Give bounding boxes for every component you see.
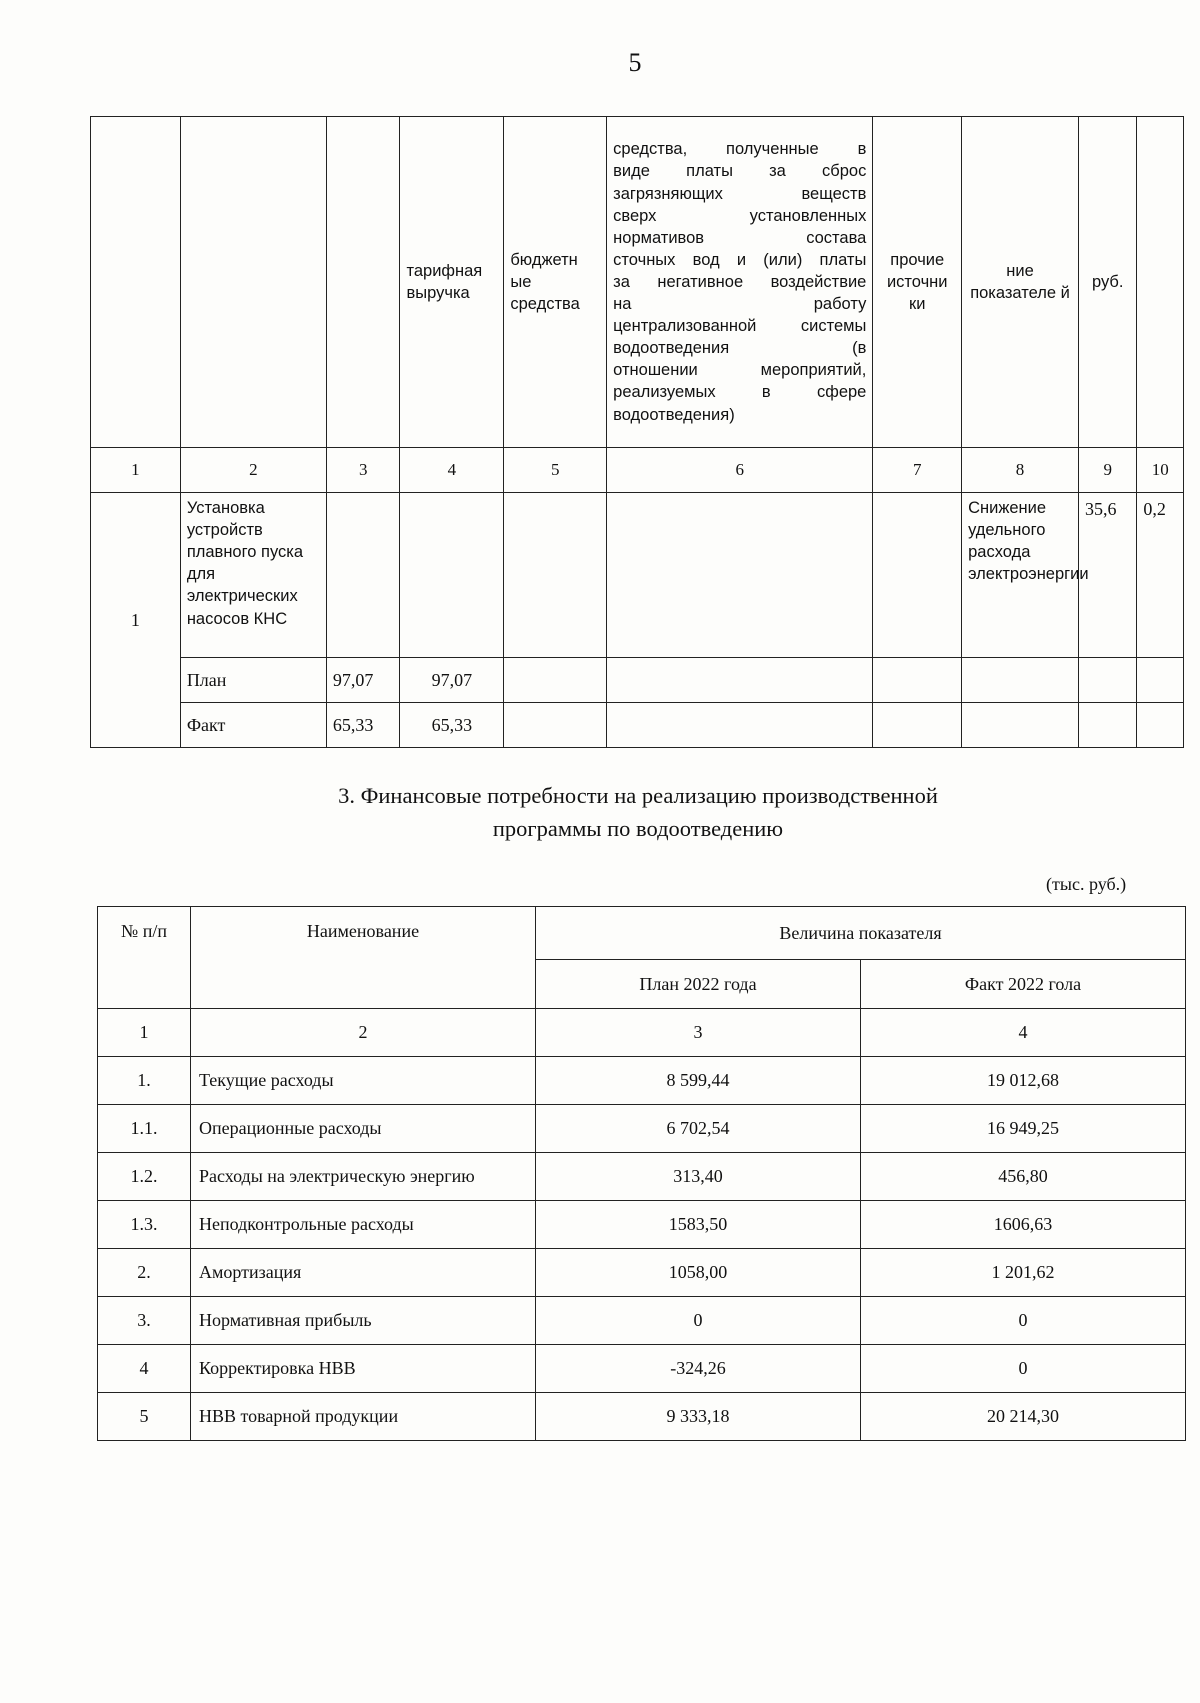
column-number: 2 [191, 1009, 536, 1057]
column-number: 7 [873, 448, 962, 493]
empty-cell [504, 658, 607, 703]
row-name: Текущие расходы [191, 1057, 536, 1105]
row-number: 2. [98, 1249, 191, 1297]
header-plan: План 2022 года [536, 960, 861, 1009]
fact-value: 16 949,25 [861, 1105, 1186, 1153]
row-number: 1. [98, 1057, 191, 1105]
section-title-line: 3. Финансовые потребности на реализацию производственной [338, 783, 938, 808]
measure-name: Установка устройств плавного пуска для электрических насосов КНС [180, 493, 326, 658]
column-number: 1 [98, 1009, 191, 1057]
header-tariff-revenue: тарифная выручка [400, 117, 504, 448]
column-number: 3 [326, 448, 400, 493]
column-number: 5 [504, 448, 607, 493]
row-number: 3. [98, 1297, 191, 1345]
empty-cell [607, 493, 873, 658]
column-number: 9 [1078, 448, 1136, 493]
fact-total: 65,33 [326, 703, 400, 748]
header-line: централизованной системы [613, 317, 867, 336]
header-indicator-name: ние показателе й [962, 117, 1079, 448]
header-line: водоотведения) [613, 405, 735, 424]
table-row [91, 658, 1184, 703]
table-row [98, 1297, 1186, 1345]
plan-value: 8 599,44 [536, 1057, 861, 1105]
header-value: Величина показателя [536, 907, 1186, 960]
plan-value: 0 [536, 1297, 861, 1345]
header-line: нормативов состава [613, 228, 867, 247]
plan-value: -324,26 [536, 1345, 861, 1393]
row-number: 1.1. [98, 1105, 191, 1153]
header-line: загрязняющих веществ [613, 184, 867, 203]
row-name: Амортизация [191, 1249, 536, 1297]
column-number: 2 [180, 448, 326, 493]
empty-cell [326, 493, 400, 658]
row-name: Расходы на электрическую энергию [191, 1153, 536, 1201]
indicator-value-9: 35,6 [1078, 493, 1136, 658]
empty-cell [504, 493, 607, 658]
row-number: 1.2. [98, 1153, 191, 1201]
table-header-row [91, 117, 1184, 448]
empty-cell [962, 703, 1079, 748]
table-row [98, 1345, 1186, 1393]
page-number: 5 [628, 48, 642, 77]
fact-value: 20 214,30 [861, 1393, 1186, 1441]
column-number: 1 [91, 448, 181, 493]
column-number-row [98, 1009, 1186, 1057]
plan-value: 313,40 [536, 1153, 861, 1201]
empty-cell [400, 493, 504, 658]
table-row [98, 1393, 1186, 1441]
header-fact: Факт 2022 гола [861, 960, 1186, 1009]
plan-label: План [180, 658, 326, 703]
empty-cell [607, 658, 873, 703]
financial-needs-table [97, 906, 1186, 1441]
empty-cell [873, 658, 962, 703]
row-name: Неподконтрольные расходы [191, 1201, 536, 1249]
header-line: средства, полученные в [613, 140, 867, 159]
table-row [98, 1057, 1186, 1105]
header-num: № п/п [98, 907, 191, 1009]
column-number: 3 [536, 1009, 861, 1057]
header-line: реализуемых в сфере [613, 383, 867, 402]
table-row [91, 493, 1184, 658]
table-row [98, 1201, 1186, 1249]
header-line: виде платы за сброс [613, 162, 867, 181]
plan-value: 1583,50 [536, 1201, 861, 1249]
header-pollution-funds [607, 117, 873, 448]
plan-value: 6 702,54 [536, 1105, 861, 1153]
fact-value: 19 012,68 [861, 1057, 1186, 1105]
fact-value: 1 201,62 [861, 1249, 1186, 1297]
column-number: 4 [400, 448, 504, 493]
fact-value: 1606,63 [861, 1201, 1186, 1249]
header-cell-10 [1137, 117, 1184, 448]
plan-value: 1058,00 [536, 1249, 861, 1297]
header-line: сточных вод и (или) платы [613, 250, 867, 269]
fact-label: Факт [180, 703, 326, 748]
section-title-line: программы по водоотведению [492, 815, 784, 841]
header-line: сверх установленных [613, 206, 867, 225]
header-budget-funds: бюджетн ые средства [504, 117, 607, 448]
column-number: 8 [962, 448, 1079, 493]
fact-tariff: 65,33 [400, 703, 504, 748]
empty-cell [1078, 703, 1136, 748]
plan-value: 9 333,18 [536, 1393, 861, 1441]
units-label: (тыс. руб.) [1046, 874, 1127, 894]
header-line: на работу [613, 295, 867, 314]
header-line: за негативное воздействие [613, 272, 867, 291]
table-row [98, 1249, 1186, 1297]
header-other-sources: прочие источни ки [873, 117, 962, 448]
table-row [91, 703, 1184, 748]
column-number: 4 [861, 1009, 1186, 1057]
header-name: Наименование [191, 907, 536, 1009]
empty-cell [607, 703, 873, 748]
fact-value: 0 [861, 1345, 1186, 1393]
row-number: 4 [98, 1345, 191, 1393]
row-name: Корректировка НВВ [191, 1345, 536, 1393]
header-line: водоотведения (в [613, 339, 867, 358]
header-cell-1 [91, 117, 181, 448]
table-header-row [98, 907, 1186, 960]
indicator-name: Снижение удельного расхода электроэнергии [962, 493, 1079, 658]
row-number: 1.3. [98, 1201, 191, 1249]
empty-cell [1137, 658, 1184, 703]
empty-cell [1137, 703, 1184, 748]
header-cell-2 [180, 117, 326, 448]
row-number: 1 [91, 493, 181, 748]
empty-cell [873, 493, 962, 658]
empty-cell [504, 703, 607, 748]
column-number: 10 [1137, 448, 1184, 493]
row-number: 5 [98, 1393, 191, 1441]
row-name: Нормативная прибыль [191, 1297, 536, 1345]
empty-cell [962, 658, 1079, 703]
empty-cell [873, 703, 962, 748]
plan-total: 97,07 [326, 658, 400, 703]
row-name: НВВ товарной продукции [191, 1393, 536, 1441]
pollution-funds-text [613, 138, 866, 425]
empty-cell [1078, 658, 1136, 703]
column-number-row [91, 448, 1184, 493]
plan-tariff: 97,07 [400, 658, 504, 703]
header-rub: руб. [1078, 117, 1136, 448]
table-row [98, 1153, 1186, 1201]
measures-table [90, 116, 1184, 748]
column-number: 6 [607, 448, 873, 493]
header-line: отношении мероприятий, [613, 361, 867, 380]
indicator-value-10: 0,2 [1137, 493, 1184, 658]
table-row [98, 1105, 1186, 1153]
fact-value: 0 [861, 1297, 1186, 1345]
fact-value: 456,80 [861, 1153, 1186, 1201]
row-name: Операционные расходы [191, 1105, 536, 1153]
header-cell-3 [326, 117, 400, 448]
section-title [200, 780, 1076, 845]
